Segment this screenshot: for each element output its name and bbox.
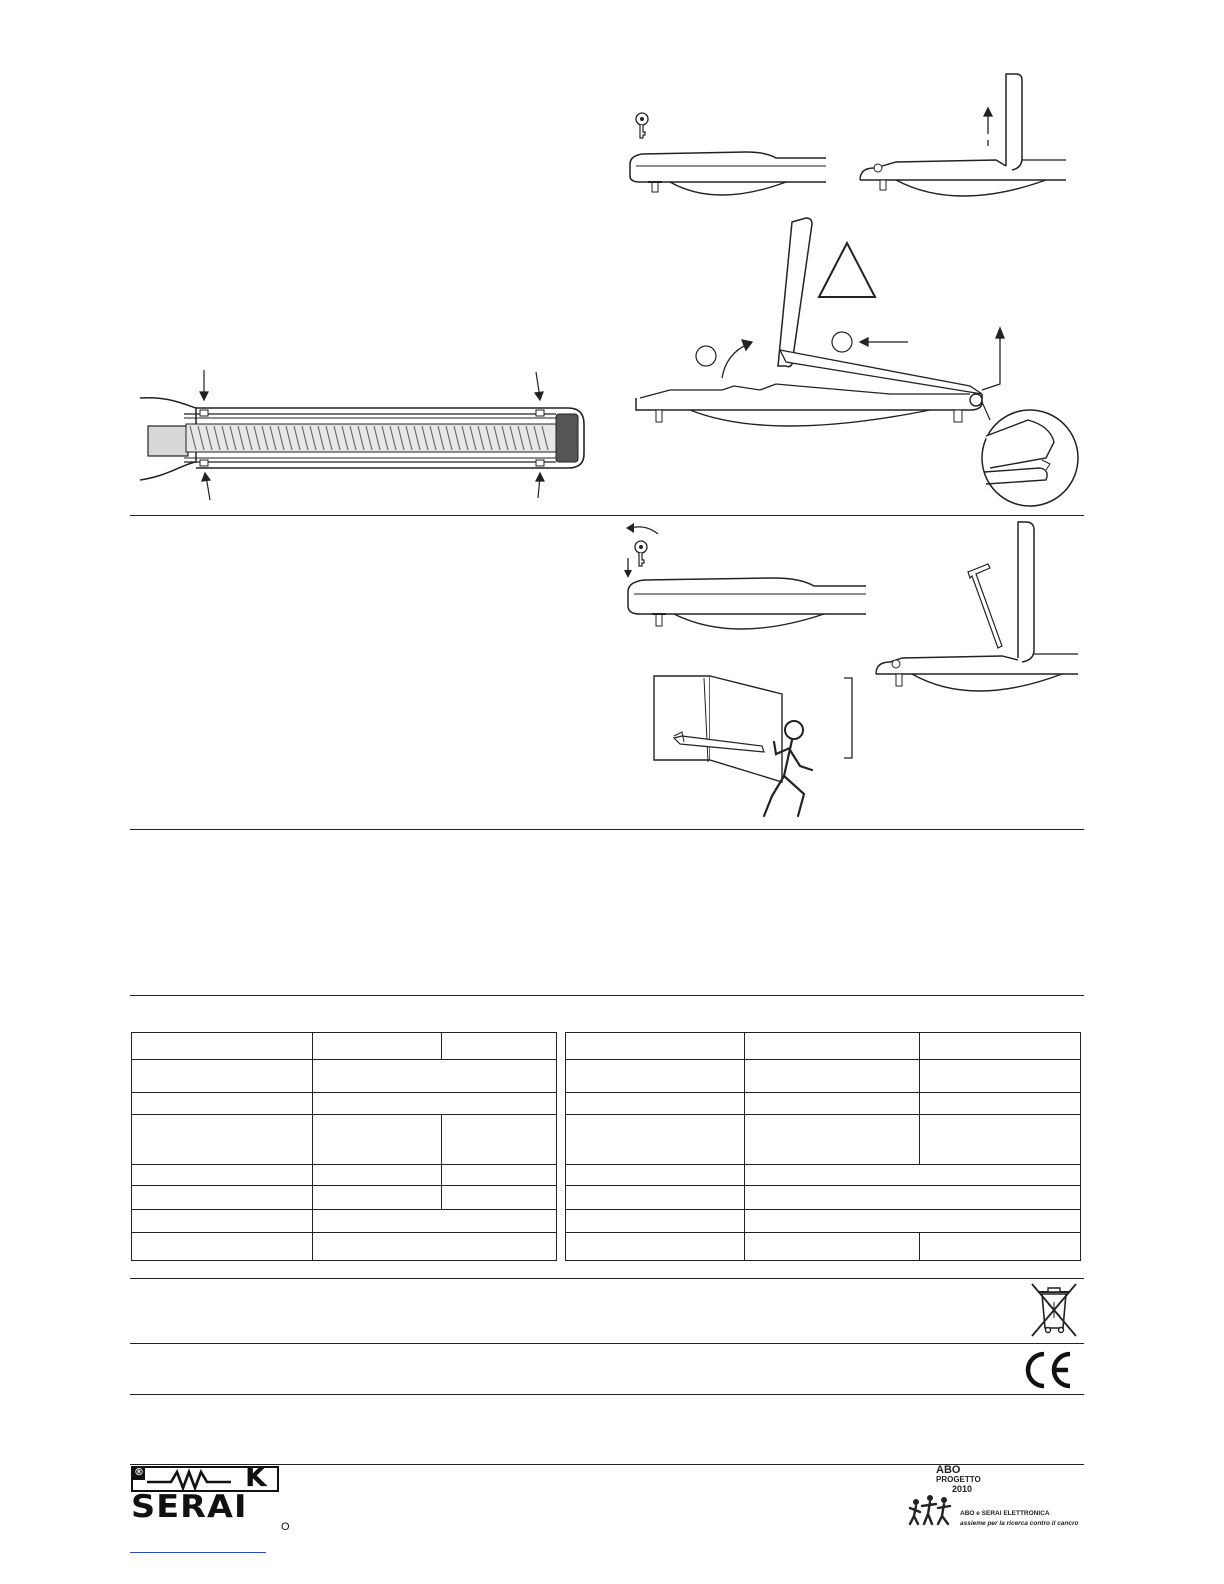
- spec-table-right: [565, 1032, 1081, 1261]
- sponsor-line-2: assieme per la ricerca contro il cancro: [960, 1520, 1079, 1527]
- section-divider-1: [130, 515, 1084, 516]
- abo-figures-graphic: [906, 1490, 956, 1530]
- brand-name: SERAI: [131, 1489, 248, 1525]
- crossed-out-wheeled-bin-icon: [1028, 1282, 1080, 1338]
- heater-side-view-closed-2: [624, 576, 868, 636]
- spec-table-left: [131, 1032, 557, 1261]
- sponsor-line-1: ABO e SERAI ELETTRONICA: [960, 1510, 1050, 1517]
- door-and-person-illustration: [652, 670, 858, 822]
- heater-side-view-closed: [626, 150, 828, 202]
- heater-side-view-cover-lifted: [856, 72, 1068, 204]
- section-divider-2: [130, 829, 1084, 830]
- abo-sponsor-logo: [906, 1466, 1086, 1536]
- serai-logo: [131, 1460, 291, 1538]
- heater-with-allen-key: [872, 518, 1080, 694]
- abo-label: ABO: [936, 1464, 961, 1476]
- section-divider-4: [130, 1278, 1084, 1279]
- section-divider-6: [130, 1394, 1084, 1395]
- circle-mark: O: [281, 1521, 290, 1533]
- year-label: 2010: [952, 1484, 973, 1494]
- key-icon: [633, 540, 649, 568]
- key-icon: [634, 112, 650, 140]
- tube-cross-section-illustration: [138, 368, 588, 508]
- progetto-label: PROGETTO: [936, 1475, 981, 1484]
- section-divider-5: [130, 1343, 1084, 1344]
- section-divider-3: [130, 995, 1084, 996]
- brand-letter-k: K: [245, 1460, 267, 1493]
- heater-open-hinge-detail: [630, 214, 1082, 510]
- registered-mark: ®: [134, 1467, 144, 1478]
- ce-mark-icon: [1020, 1350, 1074, 1390]
- footer-link-underline[interactable]: [130, 1552, 266, 1553]
